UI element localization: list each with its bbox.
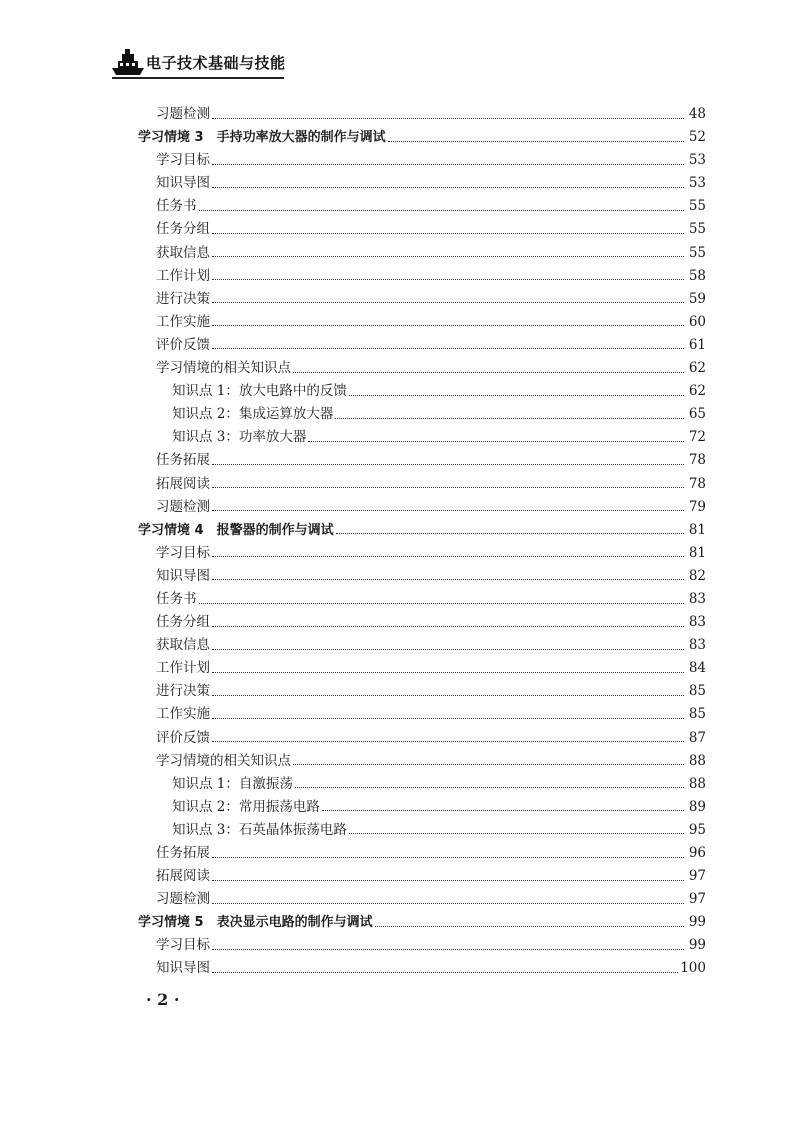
toc-entry-title: 拓展阅读	[156, 475, 210, 492]
toc-entry-page: 84	[688, 660, 706, 677]
toc-entry[interactable]	[138, 773, 706, 796]
toc-entry-title: 任务拓展	[156, 845, 210, 861]
toc-entry[interactable]	[138, 126, 706, 149]
toc-entry-title: 评价反馈	[156, 336, 210, 353]
toc-entry-title: 工作计划	[156, 660, 210, 677]
toc-dot-leader	[349, 832, 684, 834]
toc-entry-title: 知识点 3：石英晶体振荡电路	[172, 821, 347, 838]
toc-entry-title: 学习情境的相关知识点	[156, 752, 291, 769]
toc-dot-leader	[212, 163, 684, 165]
toc-dot-leader	[335, 417, 684, 419]
toc-entry[interactable]	[138, 750, 706, 773]
toc-entry[interactable]	[138, 842, 706, 865]
toc-entry-title: 学习目标	[156, 152, 210, 169]
toc-entry-page: 78	[688, 475, 706, 492]
toc-entry-page: 97	[688, 868, 706, 885]
toc-entry-page: 65	[688, 406, 706, 423]
toc-dot-leader	[212, 463, 684, 465]
toc-entry[interactable]	[138, 657, 706, 680]
book-title: 电子技术基础与技能	[146, 54, 286, 72]
toc-entry-page: 82	[688, 567, 706, 584]
toc-entry[interactable]	[138, 357, 706, 380]
toc-dot-leader	[349, 394, 684, 396]
toc-dot-leader	[388, 140, 684, 142]
toc-dot-leader	[212, 694, 684, 696]
toc-entry-page: 89	[688, 798, 706, 815]
toc-entry-page: 55	[688, 198, 706, 215]
toc-entry-page: 53	[688, 152, 706, 169]
toc-dot-leader	[212, 879, 684, 881]
toc-entry-title: 任务书	[156, 198, 197, 215]
toc-entry-title: 进行决策	[156, 683, 210, 700]
toc-entry-page: 60	[688, 313, 706, 330]
toc-entry[interactable]	[138, 634, 706, 657]
toc-dot-leader	[212, 578, 684, 580]
toc-dot-leader	[212, 856, 684, 858]
toc-entry[interactable]	[138, 149, 706, 172]
toc-entry-title: 任务书	[156, 590, 197, 607]
toc-entry-page: 88	[688, 775, 706, 792]
toc-entry-page: 95	[688, 821, 706, 838]
toc-dot-leader	[212, 324, 684, 326]
toc-entry-title: 工作实施	[156, 706, 210, 723]
toc-entry-page: 55	[688, 244, 706, 261]
toc-entry[interactable]	[138, 380, 706, 403]
toc-entry[interactable]	[138, 957, 706, 980]
toc-entry-page: 78	[688, 452, 706, 469]
toc-entry-page: 97	[688, 891, 706, 908]
header-rule	[112, 77, 284, 79]
toc-entry-title: 知识点 2：集成运算放大器	[172, 406, 334, 423]
page-number: · 2 ·	[146, 990, 180, 1009]
toc-dot-leader	[293, 371, 684, 373]
toc-entry[interactable]	[138, 819, 706, 842]
toc-entry[interactable]	[138, 265, 706, 288]
toc-dot-leader	[212, 625, 684, 627]
toc-dot-leader	[199, 209, 685, 211]
toc-dot-leader	[212, 301, 684, 303]
toc-entry[interactable]	[138, 703, 706, 726]
toc-entry-page: 81	[688, 521, 706, 538]
toc-entry[interactable]	[138, 796, 706, 819]
toc-dot-leader	[212, 486, 684, 488]
toc-entry-page: 62	[688, 360, 706, 377]
toc-entry-title: 拓展阅读	[156, 868, 210, 885]
toc-entry-page: 58	[688, 267, 706, 284]
toc-dot-leader	[212, 555, 684, 557]
toc-entry-title: 评价反馈	[156, 729, 210, 746]
toc-entry-page: 83	[688, 637, 706, 654]
toc-entry[interactable]	[138, 727, 706, 750]
toc-dot-leader	[308, 440, 684, 442]
toc-entry-page: 83	[688, 614, 706, 631]
toc-entry-page: 85	[688, 706, 706, 723]
toc-entry-title: 进行决策	[156, 290, 210, 307]
toc-dot-leader	[212, 117, 684, 119]
toc-dot-leader	[199, 602, 685, 604]
toc-dot-leader	[375, 925, 684, 927]
toc-entry-title: 知识点 1：放大电路中的反馈	[172, 383, 347, 400]
toc-entry-title: 获取信息	[156, 637, 210, 654]
toc-entry-page: 85	[688, 683, 706, 700]
toc-entry[interactable]	[138, 426, 706, 449]
toc-entry[interactable]	[138, 542, 706, 565]
toc-entry-page: 55	[688, 221, 706, 238]
toc-entry-page: 53	[688, 175, 706, 192]
toc-entry-page: 99	[688, 937, 706, 954]
toc-dot-leader	[212, 509, 684, 511]
toc-entry-title: 任务分组	[156, 221, 210, 238]
toc-entry-page: 61	[688, 336, 706, 353]
toc-entry[interactable]	[138, 680, 706, 703]
toc-dot-leader	[212, 717, 684, 719]
toc-dot-leader	[212, 902, 684, 904]
running-header	[110, 48, 290, 78]
toc-entry-title: 学习情境 3 手持功率放大器的制作与调试	[138, 130, 386, 146]
toc-dot-leader	[212, 948, 684, 950]
toc-entry-title: 学习情境 5 表决显示电路的制作与调试	[138, 915, 373, 931]
toc-dot-leader	[212, 232, 684, 234]
toc-entry[interactable]	[138, 565, 706, 588]
toc-dot-leader	[212, 278, 684, 280]
toc-entry[interactable]	[138, 242, 706, 265]
toc-entry-title: 任务分组	[156, 614, 210, 631]
toc-entry-page: 79	[688, 498, 706, 515]
toc-entry-page: 81	[688, 544, 706, 561]
toc-dot-leader	[212, 347, 684, 349]
toc-entry-title: 习题检测	[156, 106, 210, 122]
toc-entry-title: 知识导图	[156, 567, 210, 584]
toc-entry-title: 知识导图	[156, 960, 210, 977]
toc-entry-page: 59	[688, 290, 706, 307]
toc-entry[interactable]	[138, 172, 706, 195]
toc-entry-title: 习题检测	[156, 498, 210, 515]
toc-entry[interactable]	[138, 519, 706, 542]
toc-entry[interactable]	[138, 288, 706, 311]
toc-entry[interactable]	[138, 103, 706, 126]
toc-dot-leader	[212, 971, 678, 973]
toc-entry[interactable]	[138, 496, 706, 519]
toc-entry-title: 获取信息	[156, 244, 210, 261]
toc-entry-page: 87	[688, 729, 706, 746]
toc-dot-leader	[212, 671, 684, 673]
toc-entry[interactable]	[138, 218, 706, 241]
toc-entry-title: 习题检测	[156, 891, 210, 908]
toc-entry[interactable]	[138, 449, 706, 472]
toc-entry-title: 学习情境 4 报警器的制作与调试	[138, 522, 334, 538]
toc-entry[interactable]	[138, 865, 706, 888]
toc-entry-title: 学习目标	[156, 544, 210, 561]
toc-entry-title: 学习情境的相关知识点	[156, 360, 291, 377]
toc-dot-leader	[293, 763, 684, 765]
toc-entry-title: 知识点 3：功率放大器	[172, 429, 307, 446]
toc-entry[interactable]	[138, 334, 706, 357]
toc-entry-title: 任务拓展	[156, 452, 210, 469]
toc-entry-title: 知识点 2：常用振荡电路	[172, 798, 320, 815]
toc-entry-page: 52	[688, 129, 706, 146]
toc-entry-page: 100	[680, 960, 706, 977]
toc-entry-page: 62	[688, 383, 706, 400]
toc-dot-leader	[322, 809, 684, 811]
toc-entry-title: 学习目标	[156, 937, 210, 954]
toc-dot-leader	[212, 186, 684, 188]
toc-dot-leader	[212, 648, 684, 650]
toc-entry-page: 88	[688, 752, 706, 769]
toc-dot-leader	[336, 532, 684, 534]
toc-entry-page: 83	[688, 590, 706, 607]
toc-entry[interactable]	[138, 311, 706, 334]
toc-entry-page: 48	[688, 106, 706, 122]
toc-entry[interactable]	[138, 934, 706, 957]
toc-dot-leader	[295, 786, 684, 788]
toc-entry-title: 知识导图	[156, 175, 210, 192]
toc-entry[interactable]	[138, 195, 706, 218]
table-of-contents	[138, 103, 706, 981]
toc-dot-leader	[212, 740, 684, 742]
toc-entry[interactable]	[138, 588, 706, 611]
toc-entry-title: 工作实施	[156, 313, 210, 330]
toc-entry-title: 知识点 1：自激振荡	[172, 775, 293, 792]
toc-entry[interactable]	[138, 403, 706, 426]
toc-entry-page: 99	[688, 914, 706, 931]
toc-entry[interactable]	[138, 911, 706, 934]
toc-entry-page: 96	[688, 845, 706, 861]
toc-entry[interactable]	[138, 473, 706, 496]
toc-entry[interactable]	[138, 611, 706, 634]
toc-entry[interactable]	[138, 888, 706, 911]
toc-dot-leader	[212, 255, 684, 257]
ship-logo-icon	[110, 48, 148, 76]
toc-entry-page: 72	[688, 429, 706, 446]
toc-entry-title: 工作计划	[156, 267, 210, 284]
